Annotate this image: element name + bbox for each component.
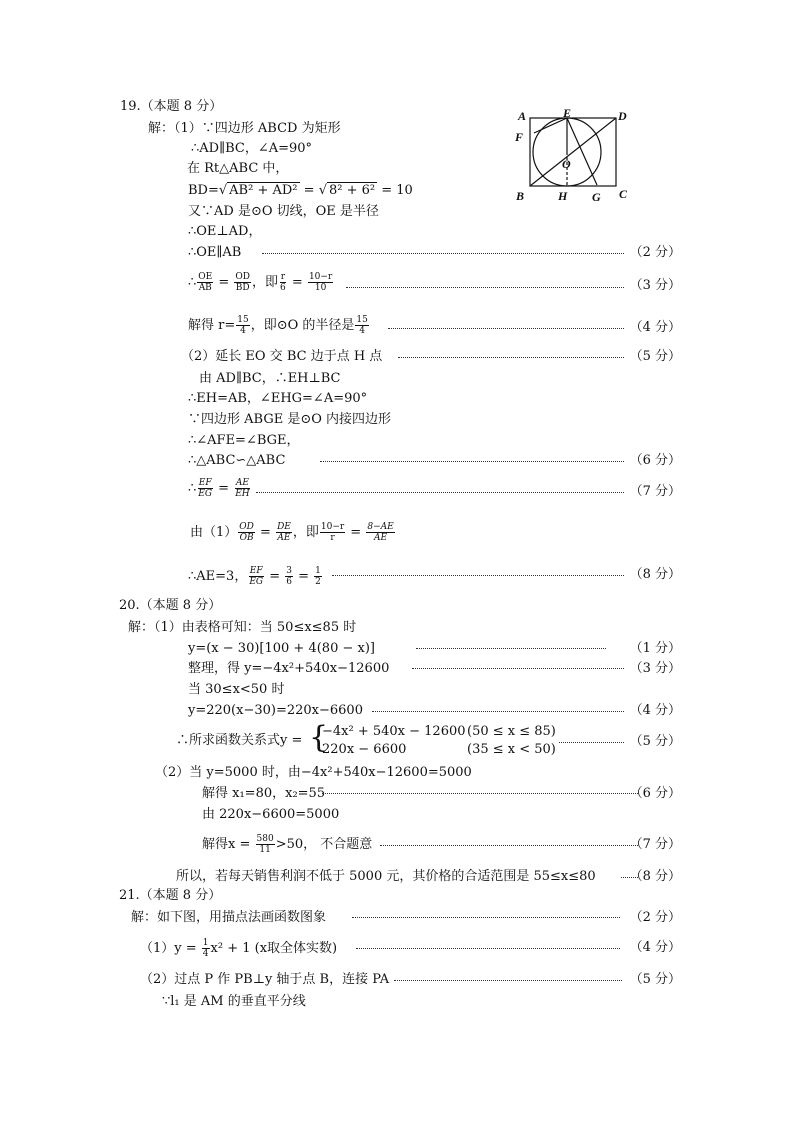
q19-l9-points: （4 分） bbox=[629, 320, 681, 335]
leader-dots bbox=[356, 948, 620, 949]
q21-l3-points: （5 分） bbox=[629, 972, 681, 987]
denominator: 2 bbox=[315, 577, 321, 587]
q19-line-13: ∵四边形 ABGE 是⊙O 内接四边形 bbox=[188, 412, 392, 427]
equals: = bbox=[287, 275, 307, 290]
numerator: r bbox=[280, 272, 286, 282]
fraction bbox=[276, 522, 292, 543]
q19-l4-sqrt1: AB² + AD² bbox=[229, 183, 298, 198]
q19-line-6: ∴OE⊥AD， bbox=[188, 224, 262, 239]
fraction bbox=[236, 315, 249, 336]
denominator: 10 bbox=[314, 283, 327, 293]
numerator: 1 bbox=[315, 566, 321, 576]
q20-line-9: 由 220x−6600=5000 bbox=[202, 807, 340, 822]
leader-dots bbox=[256, 492, 624, 493]
leader-dots bbox=[559, 742, 624, 743]
equals: = bbox=[346, 525, 366, 540]
leader-dots bbox=[332, 575, 624, 576]
q21-l2-text: （1）y = bbox=[140, 941, 201, 956]
numerator: 3 bbox=[286, 566, 292, 576]
q19-l18-points: （8 分） bbox=[629, 567, 681, 582]
numerator: OE bbox=[198, 272, 213, 282]
fraction bbox=[197, 272, 213, 293]
q20-piece-1: −4x² + 540x − 12600 bbox=[322, 724, 466, 739]
equals: = bbox=[294, 569, 314, 584]
q19-line-18 bbox=[188, 566, 323, 587]
numerator: OD bbox=[239, 522, 254, 532]
fraction bbox=[234, 272, 251, 293]
label-h: H bbox=[558, 189, 568, 203]
equals: = bbox=[214, 275, 234, 290]
q19-l18-text: ∴AE=3， bbox=[188, 569, 248, 584]
numerator: AE bbox=[235, 478, 249, 488]
q19-l9-text: 解得 r= bbox=[188, 318, 236, 333]
fraction bbox=[355, 315, 368, 336]
q19-line-9 bbox=[188, 315, 370, 336]
fraction bbox=[285, 566, 293, 587]
fraction bbox=[320, 522, 345, 543]
q20-line-3: 整理，得 y=−4x²+540x−12600 bbox=[188, 661, 390, 676]
q21-line-2 bbox=[140, 938, 337, 959]
q20-line-6-label: ∴所求函数关系式y = bbox=[176, 733, 303, 748]
q19-l8-ie: ，即 bbox=[252, 275, 279, 290]
q19-line-1: 解：（1）∵四边形 ABCD 为矩形 bbox=[148, 121, 341, 136]
leader-dots bbox=[388, 328, 624, 329]
numerator: 15 bbox=[237, 315, 249, 325]
denominator: 11 bbox=[259, 845, 271, 855]
q19-line-11: 由 AD∥BC，∴EH⊥BC bbox=[199, 371, 341, 386]
q19-line-17 bbox=[190, 522, 396, 543]
denominator: EG bbox=[198, 489, 213, 499]
leader-dots bbox=[412, 668, 624, 669]
q20-l10-text2: >50， 不合题意 bbox=[275, 837, 373, 852]
numerator: DE bbox=[277, 522, 291, 532]
denominator: 4 bbox=[202, 949, 209, 959]
q19-l17-ie: ，即 bbox=[292, 525, 319, 540]
q19-line-4: BD=√ AB² + AD² = √ 8² + 6² = 10 bbox=[188, 183, 413, 198]
line-eg bbox=[567, 118, 597, 185]
fraction bbox=[279, 272, 287, 293]
q19-line-15: ∴△ABC∽△ABC bbox=[188, 453, 286, 468]
q20-line-8: 解得 x₁=80，x₂=55 bbox=[202, 786, 326, 801]
denominator: 4 bbox=[240, 326, 246, 336]
q20-line-2: y=(x − 30)[100 + 4(80 − x)] bbox=[188, 641, 375, 656]
q19-l4-result: = 10 bbox=[377, 183, 413, 198]
q19-line-14: ∴∠AFE=∠BGE， bbox=[188, 433, 300, 448]
leader-dots bbox=[372, 711, 624, 712]
line-fe bbox=[534, 118, 567, 133]
q19-line-7: ∴OE∥AB bbox=[188, 245, 242, 260]
denominator: AE bbox=[277, 533, 291, 543]
q20-l5-points: （4 分） bbox=[629, 703, 681, 718]
q20-line-4: 当 30≤x<50 时 bbox=[188, 682, 285, 697]
numerator: 8−AE bbox=[367, 522, 394, 532]
q19-line-3: 在 Rt△ABC 中， bbox=[187, 161, 289, 176]
q21-line-3: （2）过点 P 作 PB⊥y 轴于点 B，连接 PA bbox=[140, 972, 390, 987]
leader-dots bbox=[262, 253, 624, 254]
q19-l17-text: 由（1） bbox=[190, 525, 238, 540]
q19-l4-a: BD= bbox=[188, 183, 219, 198]
q21-header: 21.（本题 8 分） bbox=[119, 888, 222, 903]
label-f: F bbox=[515, 130, 524, 144]
q21-line-1: 解：如下图，用描点法画函数图象 bbox=[131, 910, 327, 925]
left-brace: { bbox=[309, 720, 329, 755]
equals: = bbox=[265, 569, 285, 584]
leader-dots bbox=[322, 793, 638, 794]
numerator: 10−r bbox=[320, 522, 345, 532]
fraction bbox=[234, 478, 250, 499]
fraction bbox=[366, 522, 394, 543]
q19-l16-points: （7 分） bbox=[629, 484, 681, 499]
denominator: EG bbox=[249, 577, 264, 587]
fraction bbox=[238, 522, 255, 543]
q20-cond-2: (35 ≤ x < 50) bbox=[467, 742, 556, 757]
q19-l7-points: （2 分） bbox=[629, 245, 681, 260]
q20-l11-points: （8 分） bbox=[629, 869, 681, 884]
q20-line-11: 所以，若每天销售利润不低于 5000 元，其价格的合适范围是 55≤x≤80 bbox=[176, 869, 596, 884]
q20-l6-points: （5 分） bbox=[629, 734, 681, 749]
denominator: 6 bbox=[286, 577, 292, 587]
geometry-figure bbox=[512, 106, 632, 206]
q20-l2-points: （1 分） bbox=[629, 641, 681, 656]
q20-line-7: （2）当 y=5000 时，由−4x²+540x−12600=5000 bbox=[155, 765, 472, 780]
q21-l1-points: （2 分） bbox=[629, 910, 681, 925]
denominator: EH bbox=[235, 489, 250, 499]
q19-l9-text2: ，即⊙O 的半径是 bbox=[250, 318, 355, 333]
q20-header: 20.（本题 8 分） bbox=[119, 598, 222, 613]
leader-dots bbox=[352, 917, 620, 918]
denominator: AE bbox=[373, 533, 388, 543]
q20-l10-points: （7 分） bbox=[629, 837, 681, 852]
q19-l8-points: （3 分） bbox=[629, 278, 681, 293]
q20-l3-points: （3 分） bbox=[629, 661, 681, 676]
fraction bbox=[197, 478, 213, 499]
label-e: E bbox=[563, 106, 572, 120]
label-o: O bbox=[562, 157, 571, 171]
q19-l4-sqrt2: 8² + 6² bbox=[328, 183, 376, 198]
denominator: 6 bbox=[280, 283, 286, 293]
q20-line-5: y=220(x−30)=220x−6600 bbox=[188, 703, 363, 718]
q20-piece-2: 220x − 6600 bbox=[322, 742, 407, 757]
equals: = bbox=[214, 481, 234, 496]
q20-cond-1: (50 ≤ x ≤ 85) bbox=[467, 724, 556, 739]
numerator: OD bbox=[235, 272, 251, 282]
q19-l4-eq: = bbox=[299, 183, 319, 198]
leader-dots bbox=[380, 845, 638, 846]
leader-dots bbox=[394, 980, 622, 981]
numerator: 1 bbox=[202, 938, 209, 948]
fraction bbox=[308, 272, 333, 293]
label-g: G bbox=[592, 190, 601, 204]
q19-line-16 bbox=[188, 478, 252, 499]
fraction bbox=[202, 938, 210, 959]
q21-line-4: ∵l₁ 是 AM 的垂直平分线 bbox=[162, 994, 306, 1009]
q19-l8-therefore: ∴ bbox=[188, 275, 197, 290]
q19-line-12: ∴EH=AB，∠EHG=∠A=90° bbox=[188, 391, 368, 406]
q19-line-2: ∴AD∥BC，∠A=90° bbox=[191, 141, 313, 156]
leader-dots bbox=[416, 648, 606, 649]
numerator: 580 bbox=[256, 834, 274, 844]
label-d: D bbox=[618, 109, 627, 123]
label-b: B bbox=[516, 189, 525, 203]
numerator: EF bbox=[249, 566, 263, 576]
label-c: C bbox=[619, 187, 628, 201]
q21-l2-text2: x² + 1 (x取全体实数) bbox=[210, 941, 338, 956]
denominator: OB bbox=[239, 533, 254, 543]
equals: = bbox=[255, 525, 276, 540]
q20-l8-points: （6 分） bbox=[629, 786, 681, 801]
leader-dots bbox=[320, 461, 624, 462]
fraction bbox=[256, 834, 275, 855]
q19-l10-points: （5 分） bbox=[629, 349, 681, 364]
q20-line-1: 解：（1）由表格可知：当 50≤x≤85 时 bbox=[128, 620, 357, 635]
q19-header: 19.（本题 8 分） bbox=[120, 99, 223, 114]
numerator: 10−r bbox=[308, 272, 333, 282]
fraction bbox=[314, 566, 322, 587]
q19-line-10: （2）延长 EO 交 BC 边于点 H 点 bbox=[181, 349, 383, 364]
label-a: A bbox=[518, 109, 527, 123]
numerator: 15 bbox=[356, 315, 368, 325]
q20-line-10 bbox=[202, 834, 372, 855]
q19-l15-points: （6 分） bbox=[629, 453, 681, 468]
denominator: BD bbox=[235, 283, 250, 293]
denominator: 4 bbox=[359, 326, 365, 336]
fraction bbox=[248, 566, 264, 587]
leader-dots bbox=[346, 287, 624, 288]
leader-dots bbox=[398, 357, 624, 358]
q19-line-8 bbox=[188, 272, 334, 293]
q19-line-5: 又∵AD 是⊙O 切线，OE 是半径 bbox=[188, 204, 379, 219]
numerator: EF bbox=[198, 478, 212, 488]
q21-l2-points: （4 分） bbox=[629, 940, 681, 955]
denominator: AB bbox=[198, 283, 212, 293]
denominator: r bbox=[330, 533, 335, 543]
q19-l16-therefore: ∴ bbox=[188, 481, 197, 496]
q20-l10-text: 解得x = bbox=[202, 837, 255, 852]
